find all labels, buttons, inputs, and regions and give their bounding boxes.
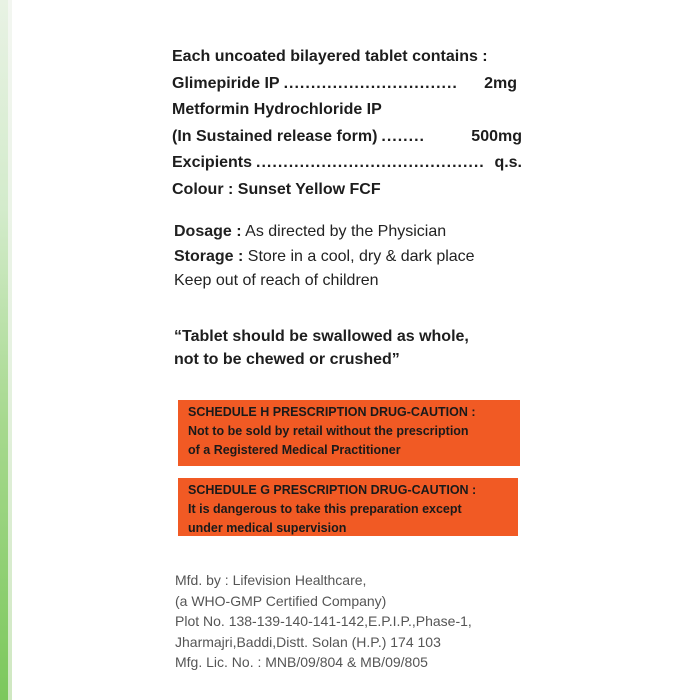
composition-heading: Each uncoated bilayered tablet contains : xyxy=(172,48,488,65)
ingredient-label: (In Sustained release form) xyxy=(172,127,378,145)
schedule-h-line1: Not to be sold by retail without the prescription xyxy=(188,424,469,438)
schedule-g-line1: It is dangerous to take this preparation except xyxy=(188,502,462,516)
manufacturer-line3: Plot No. 138-139-140-141-142,E.P.I.P.,Phase-1, xyxy=(175,613,472,629)
storage-key: Storage : xyxy=(174,247,244,265)
dot-leader: .......................................... xyxy=(256,154,485,171)
schedule-g-line2: under medical supervision xyxy=(188,521,347,535)
ingredient-amount: 2mg xyxy=(484,74,517,92)
ingredient-label: Glimepiride IP xyxy=(172,74,280,92)
dot-leader: ................................ xyxy=(283,74,458,92)
composition-line-excipients xyxy=(172,150,522,177)
swallow-note-line2: not to be chewed or crushed” xyxy=(174,351,400,368)
dot-leader: ........ xyxy=(381,127,425,145)
manufacturer-line5: Mfg. Lic. No. : MNB/09/804 & MB/09/805 xyxy=(175,654,428,670)
dosage-key: Dosage : xyxy=(174,223,242,240)
manufacturer-line1: Mfd. by : Lifevision Healthcare, xyxy=(175,572,367,588)
storage-line xyxy=(174,245,594,270)
schedule-h-caution-box xyxy=(178,400,520,466)
dosage-storage-block xyxy=(174,220,594,294)
ingredient-label: Metformin Hydrochloride IP xyxy=(172,101,382,118)
ingredient-amount: q.s. xyxy=(494,154,522,171)
ingredient-amount: 500mg xyxy=(471,127,522,145)
dosage-value: As directed by the Physician xyxy=(245,223,447,240)
storage-value: Store in a cool, dry & dark place xyxy=(247,247,475,265)
keep-out-line: Keep out of reach of children xyxy=(174,272,379,289)
composition-line-glimepiride xyxy=(172,71,517,98)
dosage-line xyxy=(174,220,594,245)
manufacturer-line2: (a WHO-GMP Certified Company) xyxy=(175,592,387,609)
carton-edge-highlight xyxy=(8,0,12,700)
composition-line-metformin xyxy=(172,97,592,124)
schedule-h-line2: of a Registered Medical Practitioner xyxy=(188,443,401,457)
manufacturer-line4: Jharmajri,Baddi,Distt. Solan (H.P.) 174 103 xyxy=(175,633,441,650)
swallow-note xyxy=(174,325,594,371)
schedule-g-caution-box xyxy=(178,478,518,536)
composition-block xyxy=(172,44,592,203)
manufacturer-block xyxy=(175,570,595,673)
swallow-note-line1: “Tablet should be swallowed as whole, xyxy=(174,328,469,345)
schedule-h-title: SCHEDULE H PRESCRIPTION DRUG-CAUTION : xyxy=(188,405,476,419)
ingredient-label: Excipients xyxy=(172,154,253,171)
ingredient-label: Colour : Sunset Yellow FCF xyxy=(172,180,381,198)
composition-line-colour xyxy=(172,177,592,204)
schedule-g-title: SCHEDULE G PRESCRIPTION DRUG-CAUTION : xyxy=(188,483,477,497)
green-carton-edge xyxy=(0,0,8,700)
composition-line-sustained-release xyxy=(172,124,522,151)
